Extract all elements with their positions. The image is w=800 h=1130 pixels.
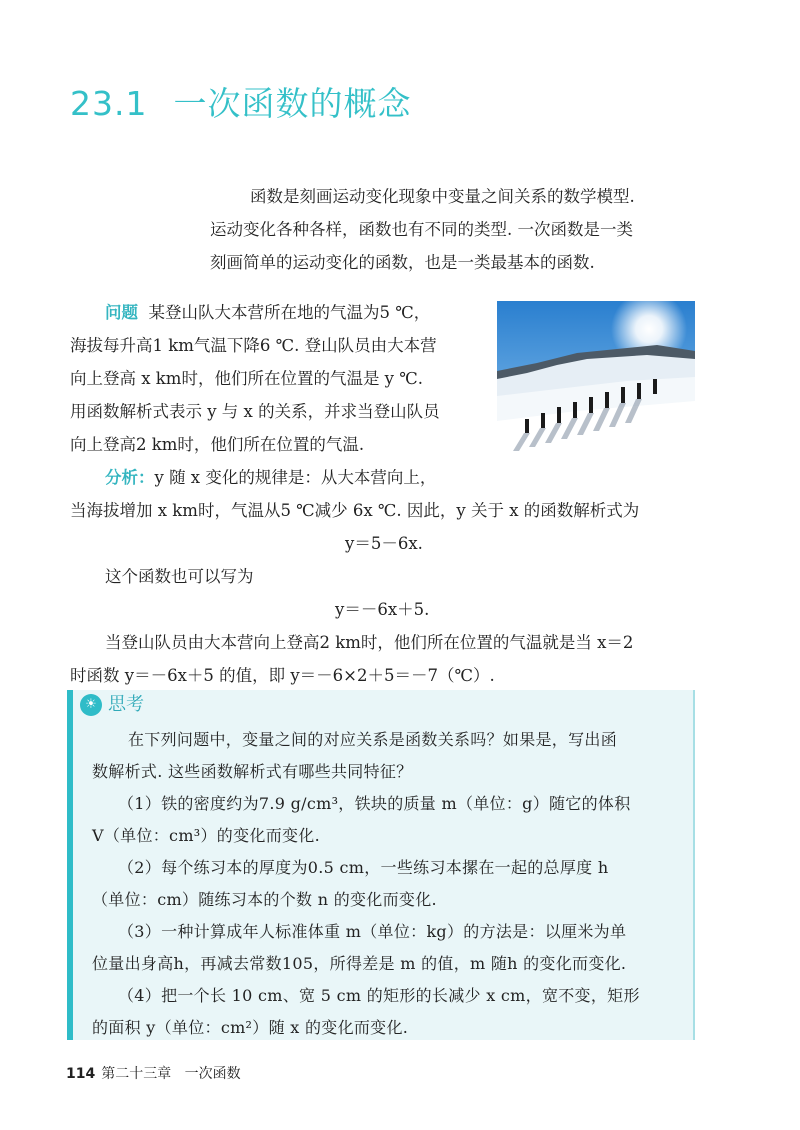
lightbulb-icon: ☀	[80, 694, 102, 716]
mountaineers-photo	[497, 301, 695, 457]
think-box-border	[693, 690, 695, 1040]
think-line: 数解析式. 这些函数解析式有哪些共同特征？	[92, 762, 413, 781]
section-number: 23.1	[70, 84, 148, 123]
intro-line: 运动变化各种各样，函数也有不同的类型. 一次函数是一类	[210, 220, 633, 239]
analysis-label: 分析：	[105, 468, 155, 487]
think-line: （2）每个练习本的厚度为0.5 cm，一些练习本摞在一起的总厚度 h	[118, 858, 609, 877]
intro-paragraph	[210, 180, 710, 279]
page-footer	[66, 1063, 241, 1083]
problem-line: 问题 某登山队大本营所在地的气温为5 ℃，	[105, 303, 431, 322]
problem-line: 向上登高2 km时，他们所在位置的气温.	[70, 435, 365, 454]
intro-line: 函数是刻画运动变化现象中变量之间关系的数学模型.	[250, 187, 635, 206]
think-line: 的面积 y（单位：cm²）随 x 的变化而变化.	[92, 1018, 409, 1037]
problem-line: 用函数解析式表示 y 与 x 的关系，并求当登山队员	[70, 402, 440, 421]
analysis-line: 时函数 y＝－6x＋5 的值，即 y＝－6×2＋5＝－7（℃）.	[70, 666, 495, 685]
think-line: 位量出身高h，再减去常数105，所得差是 m 的值，m 随h 的变化而变化.	[92, 954, 627, 973]
analysis-line: 分析：y 随 x 变化的规律是：从大本营向上，	[105, 468, 437, 487]
think-line: （单位：cm）随练习本的个数 n 的变化而变化.	[92, 890, 437, 909]
think-line: （4）把一个长 10 cm、宽 5 cm 的矩形的长减少 x cm，宽不变，矩形	[118, 986, 640, 1005]
problem-label: 问题	[105, 303, 138, 322]
section-title-text: 一次函数的概念	[173, 84, 412, 123]
think-line: （3）一种计算成年人标准体重 m（单位：kg）的方法是：以厘米为单	[118, 922, 627, 941]
analysis-line: 当登山队员由大本营向上登高2 km时，他们所在位置的气温就是当 x＝2	[105, 633, 634, 652]
think-line: （1）铁的密度约为7.9 g/cm³，铁块的质量 m（单位：g）随它的体积	[118, 794, 631, 813]
think-line: 在下列问题中，变量之间的对应关系是函数关系吗？如果是，写出函	[128, 730, 618, 749]
page-number: 114	[66, 1066, 96, 1082]
problem-line: 海拔每升高1 km气温下降6 ℃. 登山队员由大本营	[70, 336, 437, 355]
problem-line: 向上登高 x km时，他们所在位置的气温是 y ℃.	[70, 369, 423, 388]
analysis-line: 这个函数也可以写为	[105, 567, 254, 586]
section-title	[70, 78, 411, 125]
think-line: V（单位：cm³）的变化而变化.	[92, 826, 320, 845]
chapter-label: 第二十三章	[101, 1066, 172, 1082]
formula: y＝－6x＋5.	[335, 600, 430, 619]
think-heading: ☀ 思考	[80, 690, 144, 716]
analysis-line: 当海拔增加 x km时，气温从5 ℃减少 6x ℃. 因此，y 关于 x 的函数解析式为	[70, 501, 640, 520]
think-box-bar	[67, 690, 73, 1040]
chapter-title: 一次函数	[184, 1066, 241, 1082]
intro-line: 刻画简单的运动变化的函数，也是一类最基本的函数.	[210, 253, 595, 272]
formula: y＝5－6x.	[345, 534, 423, 553]
